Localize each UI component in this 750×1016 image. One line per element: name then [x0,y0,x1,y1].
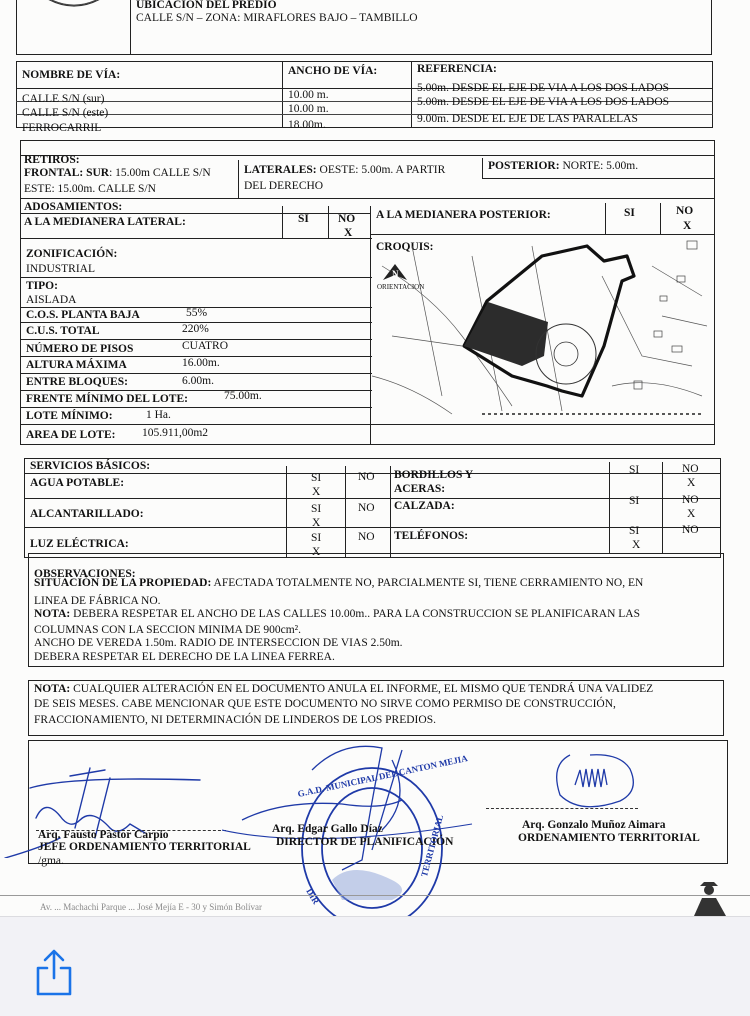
predio-title: UBICACIÓN DEL PREDIO [136,0,277,11]
agua-label: AGUA POTABLE: [30,477,125,489]
agua-si: SI [311,472,322,484]
firma-2-title: DIRECTOR DE PLANIFICACIÓN [276,836,454,848]
adosamiento-posterior-si: SI [624,207,635,219]
lote-minimo-label: LOTE MÍNIMO: [26,410,113,422]
adosamiento-posterior-no: NO [676,205,694,217]
via-referencia: 5.00m. DESDE EL EJE DE VIA A LOS DOS LADOS [417,82,670,94]
alcantarillado-no: NO [358,502,375,514]
adosamiento-posterior-label: A LA MEDIANERA POSTERIOR: [376,209,551,221]
firma-3-name: Arq. Gonzalo Muñoz Aimara [522,819,666,831]
bloques-label: ENTRE BLOQUES: [26,376,128,388]
via-ancho: 10.00 m. [288,89,329,101]
retiros-laterales-2: DEL DERECHO [244,180,324,192]
nota-final-line-1: NOTA: CUALQUIER ALTERACIÓN EN EL DOCUMENTO ANULA EL INFORME, EL MISMO QUE TENDRÁ UNA VALIDEZ [34,683,654,695]
observaciones-title: OBSERVACIONES: [34,568,136,580]
via-ancho: 10.00 m. [288,103,329,115]
retiros-frontal-este: ESTE: 15.00m. CALLE S/N [24,183,156,195]
bordillos-no: NO [682,463,699,475]
sello-text: G.A.D. MUNICIPAL DEL CANTON MEJIA [296,753,469,799]
calzada-x: X [687,508,696,520]
cus-value: 220% [182,323,209,335]
via-nombre: CALLE S/N (este) [22,107,109,119]
altura-label: ALTURA MÁXIMA [26,359,127,371]
nota-obs-line-4: DEBERA RESPETAR EL DERECHO DE LA LINEA FERREA. [34,651,335,663]
nota-final-line-2: DE SEIS MESES. CABE MENCIONAR QUE ESTE DOCUMENTO NO SIRVE COMO PERMISO DE CONSTRUCCIÓN, [34,698,616,710]
frente-label: FRENTE MÍNIMO DEL LOTE: [26,393,188,405]
vias-header-nombre: NOMBRE DE VÍA: [22,69,121,81]
via-referencia: 5.00m. DESDE EL EJE DE VIA A LOS DOS LADOS [417,96,670,108]
cos-label: C.O.S. PLANTA BAJA [26,309,140,321]
cos-value: 55% [186,307,208,319]
via-referencia: 9.00m. DESDE EL EJE DE LAS PARALELAS [417,113,638,125]
telefonos-label: TELÉFONOS: [394,530,469,542]
vias-header-referencia: REFERENCIA: [417,63,497,75]
calzada-no: NO [682,494,699,506]
calzada-si: SI [629,495,640,507]
retiros-laterales: LATERALES: OESTE: 5.00m. A PARTIR [244,164,446,176]
telefonos-x: X [632,539,641,551]
bordillos-label: BORDILLOS Y [394,469,474,481]
firma-1-title: JEFE ORDENAMIENTO TERRITORIAL [38,841,251,853]
alcantarillado-si: SI [311,503,322,515]
servicios-title: SERVICIOS BÁSICOS: [30,460,151,472]
firma-1-initials: /gma. [38,855,64,867]
luz-si: SI [311,532,322,544]
pisos-value: CUATRO [182,340,229,352]
aceras-label: ACERAS: [394,483,446,495]
nota-final-line-3: FRACCIONAMIENTO, NI DETERMINACIÓN DE LINDEROS DE LOS PREDIOS. [34,714,436,726]
firma-2-name: Arq. Edgar Gallo Díaz [272,823,383,835]
nota-obs-line: NOTA: DEBERA RESPETAR EL ANCHO DE LAS CALLES 10.00m.. PARA LA CONSTRUCCION SE PLANIFICARAN LAS [34,608,640,620]
share-icon [30,948,78,998]
frente-value: 75.00m. [224,390,262,402]
pisos-label: NÚMERO DE PISOS [26,343,134,355]
firma-3-title: ORDENAMIENTO TERRITORIAL [518,832,700,844]
area-lote-value: 105.911,00m2 [142,427,209,439]
mascot-logo-icon [684,880,734,916]
agua-no: NO [358,471,375,483]
situacion-line: SITUACIÓN DE LA PROPIEDAD: AFECTADA TOTALMENTE NO, PARCIALMENTE SI, TIENE CERRAMIENTO NO, EN [34,577,644,589]
telefonos-si: SI [629,525,640,537]
croquis-title: CROQUIS: [376,241,434,253]
adosamiento-lateral-no: NO [338,213,356,225]
seal-fragment-icon [44,0,104,12]
alcantarillado-label: ALCANTARILLADO: [30,508,144,520]
bordillos-x: X [687,477,696,489]
retiros-frontal: FRONTAL: SUR: 15.00m CALLE S/N [24,167,211,179]
adosamiento-posterior-x: X [683,220,692,232]
zonificacion-value: INDUSTRIAL [26,263,95,275]
adosamiento-lateral-si: SI [298,213,309,225]
altura-value: 16.00m. [182,357,220,369]
luz-x: X [312,546,321,558]
agua-x: X [312,486,321,498]
retiros-posterior: POSTERIOR: NORTE: 5.00m. [488,160,639,172]
predio-box [16,0,712,55]
firma-3-line [486,808,638,809]
nota-obs-line-2: COLUMNAS CON LA SECCION MINIMA DE 900cm². [34,624,301,636]
adosamientos-title: ADOSAMIENTOS: [24,201,123,213]
adosamiento-lateral-label: A LA MEDIANERA LATERAL: [24,216,186,228]
sello-bottom: TERRITORIAL [418,813,446,878]
via-nombre: CALLE S/N (sur) [22,93,105,105]
alcantarillado-x: X [312,517,321,529]
tipo-label: TIPO: [26,280,58,292]
luz-label: LUZ ELÉCTRICA: [30,538,129,550]
bordillos-si: SI [629,464,640,476]
area-lote-label: AREA DE LOTE: [26,429,116,441]
cus-label: C.U.S. TOTAL [26,325,100,337]
vias-header-ancho: ANCHO DE VÍA: [288,65,378,77]
sello-dir: DIR [304,886,322,906]
via-nombre: FERROCARRIL [22,122,102,134]
telefonos-no: NO [682,524,699,536]
retiros-title: RETIROS: [24,154,80,166]
signature-3 [530,745,670,815]
tipo-value: AISLADA [26,294,77,306]
orientacion-label: ORIENTACION [377,283,425,291]
share-button[interactable] [30,948,78,998]
firma-1-name: Arq. Fausto Pàstor Carpio [38,829,169,841]
predio-address: CALLE S/N – ZONA: MIRAFLORES BAJO – TAMBILLO [136,12,418,24]
footer-address: Av. ... Machachi Parque ... José Mejía E - 30 y Simón Bolívar [40,902,262,912]
north-label: N [392,269,399,279]
via-ancho: 18.00m. [288,119,326,131]
bottom-toolbar [0,916,750,1016]
calzada-label: CALZADA: [394,500,455,512]
nota-obs-line-3: ANCHO DE VEREDA 1.50m. RADIO DE INTERSECCION DE VIAS 2.50m. [34,637,403,649]
zonificacion-label: ZONIFICACIÓN: [26,248,118,260]
adosamiento-lateral-x: X [344,227,353,239]
situacion-line-2: LINEA DE FÁBRICA NO. [34,595,161,607]
bloques-value: 6.00m. [182,375,214,387]
luz-no: NO [358,531,375,543]
lote-minimo-value: 1 Ha. [146,409,171,421]
croquis-map [372,236,714,424]
